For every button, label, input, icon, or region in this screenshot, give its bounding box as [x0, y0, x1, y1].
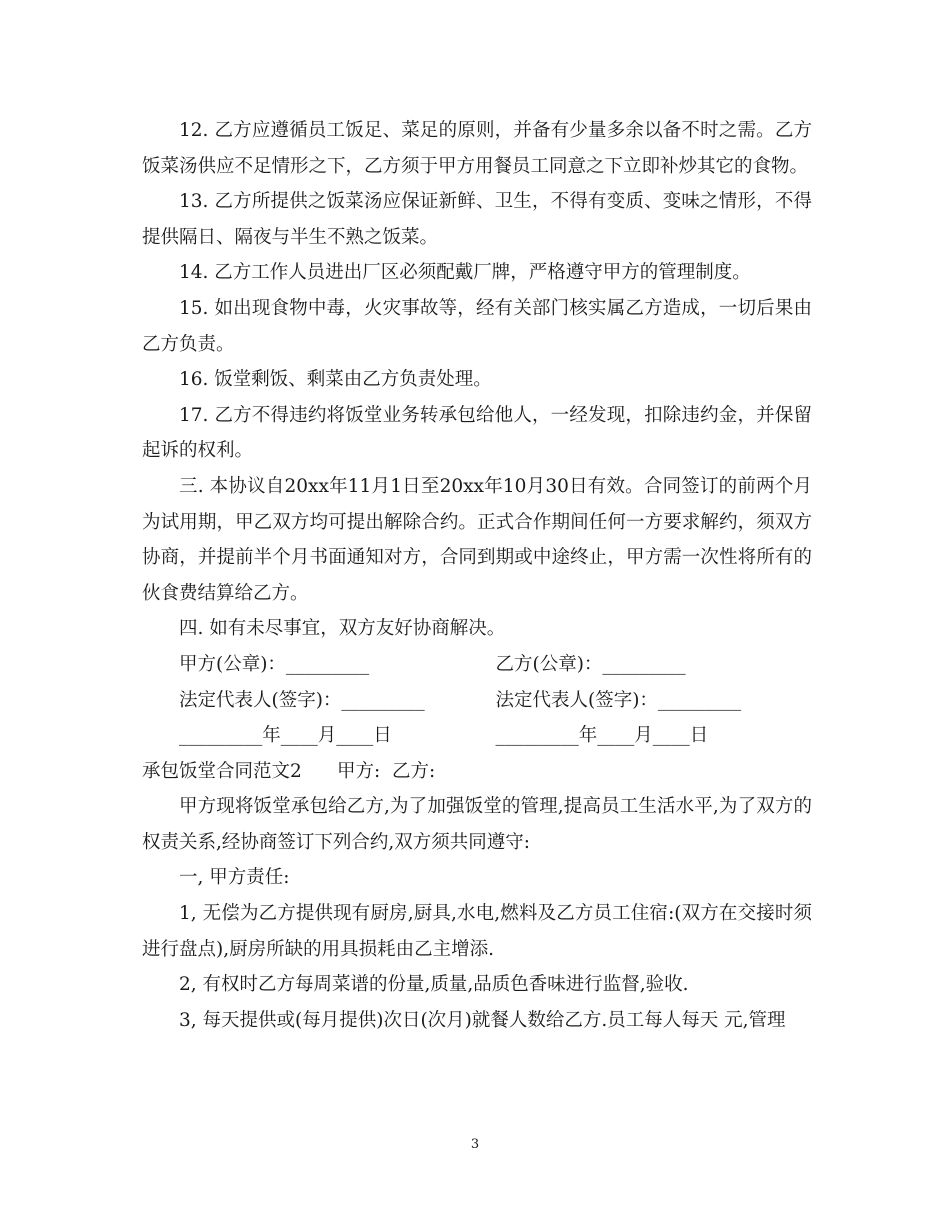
second-contract-title: 承包饭堂合同范文2 甲方: 乙方: [142, 760, 436, 782]
party-a-seal-line: 甲方(公章)：_________ [179, 653, 370, 675]
document-body [142, 113, 812, 1038]
party-a-date-line: _________年____月____日 [179, 725, 392, 747]
party-a-item-1: 1, 无偿为乙方提供现有厨房,厨具,水电,燃料及乙方员工住宿:(双方在交接时须进行盘点),厨房所缺的用具损耗由乙主增添. [142, 903, 812, 960]
second-contract-intro: 甲方现将饭堂承包给乙方,为了加强饭堂的管理,提高员工生活水平,为了双方的权责关系,经协商签订下列合约,双方须共同遵守: [142, 796, 812, 853]
party-b-seal-line: 乙方(公章)：_________ [495, 653, 686, 675]
clause-14: 14. 乙方工作人员进出厂区必须配戴厂牌，严格遵守甲方的管理制度。 [179, 262, 751, 284]
page-number: 3 [470, 1137, 480, 1152]
party-b-date-line: _________年____月____日 [495, 725, 709, 747]
party-a-item-3: 3, 每天提供或(每月提供)次日(次月)就餐人数给乙方.员工每人每天 元,管理 [179, 1009, 786, 1031]
signature-date-row [142, 718, 812, 754]
party-b-representative-line: 法定代表人(签字)：_________ [495, 689, 742, 711]
signature-representative-row [142, 683, 812, 719]
party-a-item-2: 2, 有权时乙方每周菜谱的份量,质量,品质色香味进行监督,验收. [179, 974, 689, 996]
party-a-representative-line: 法定代表人(签字)：_________ [179, 689, 425, 711]
clause-16: 16. 饭堂剩饭、剩菜由乙方负责处理。 [179, 369, 492, 391]
section-four: 四. 如有未尽事宜，双方友好协商解决。 [179, 618, 506, 640]
party-a-responsibility-heading: 一, 甲方责任: [179, 867, 290, 889]
clause-15: 15. 如出现食物中毒，火灾事故等，经有关部门核实属乙方造成，一切后果由乙方负责。 [142, 297, 812, 355]
signature-seal-row [142, 647, 812, 683]
clause-12: 12. 乙方应遵循员工饭足、菜足的原则，并备有少量多余以备不时之需。乙方饭菜汤供应不足情形之下，乙方须于甲方用餐员工同意之下立即补炒其它的食物。 [142, 120, 812, 177]
clause-13: 13. 乙方所提供之饭菜汤应保证新鲜、卫生，不得有变质、变味之情形，不得提供隔日、隔夜与半生不熟之饭菜。 [142, 191, 812, 248]
clause-17: 17. 乙方不得违约将饭堂业务转承包给他人，一经发现，扣除违约金，并保留起诉的权利。 [142, 404, 812, 462]
section-three: 三. 本协议自20xx年11月1日至20xx年10月30日有效。合同签订的前两个月为试用期，甲乙双方均可提出解除合约。正式合作期间任何一方要求解约，须双方协商，并提前半个月书面通知对方，合同到期或中途终止，甲方需一次性将所有的伙食费结算给乙方。 [142, 475, 812, 604]
